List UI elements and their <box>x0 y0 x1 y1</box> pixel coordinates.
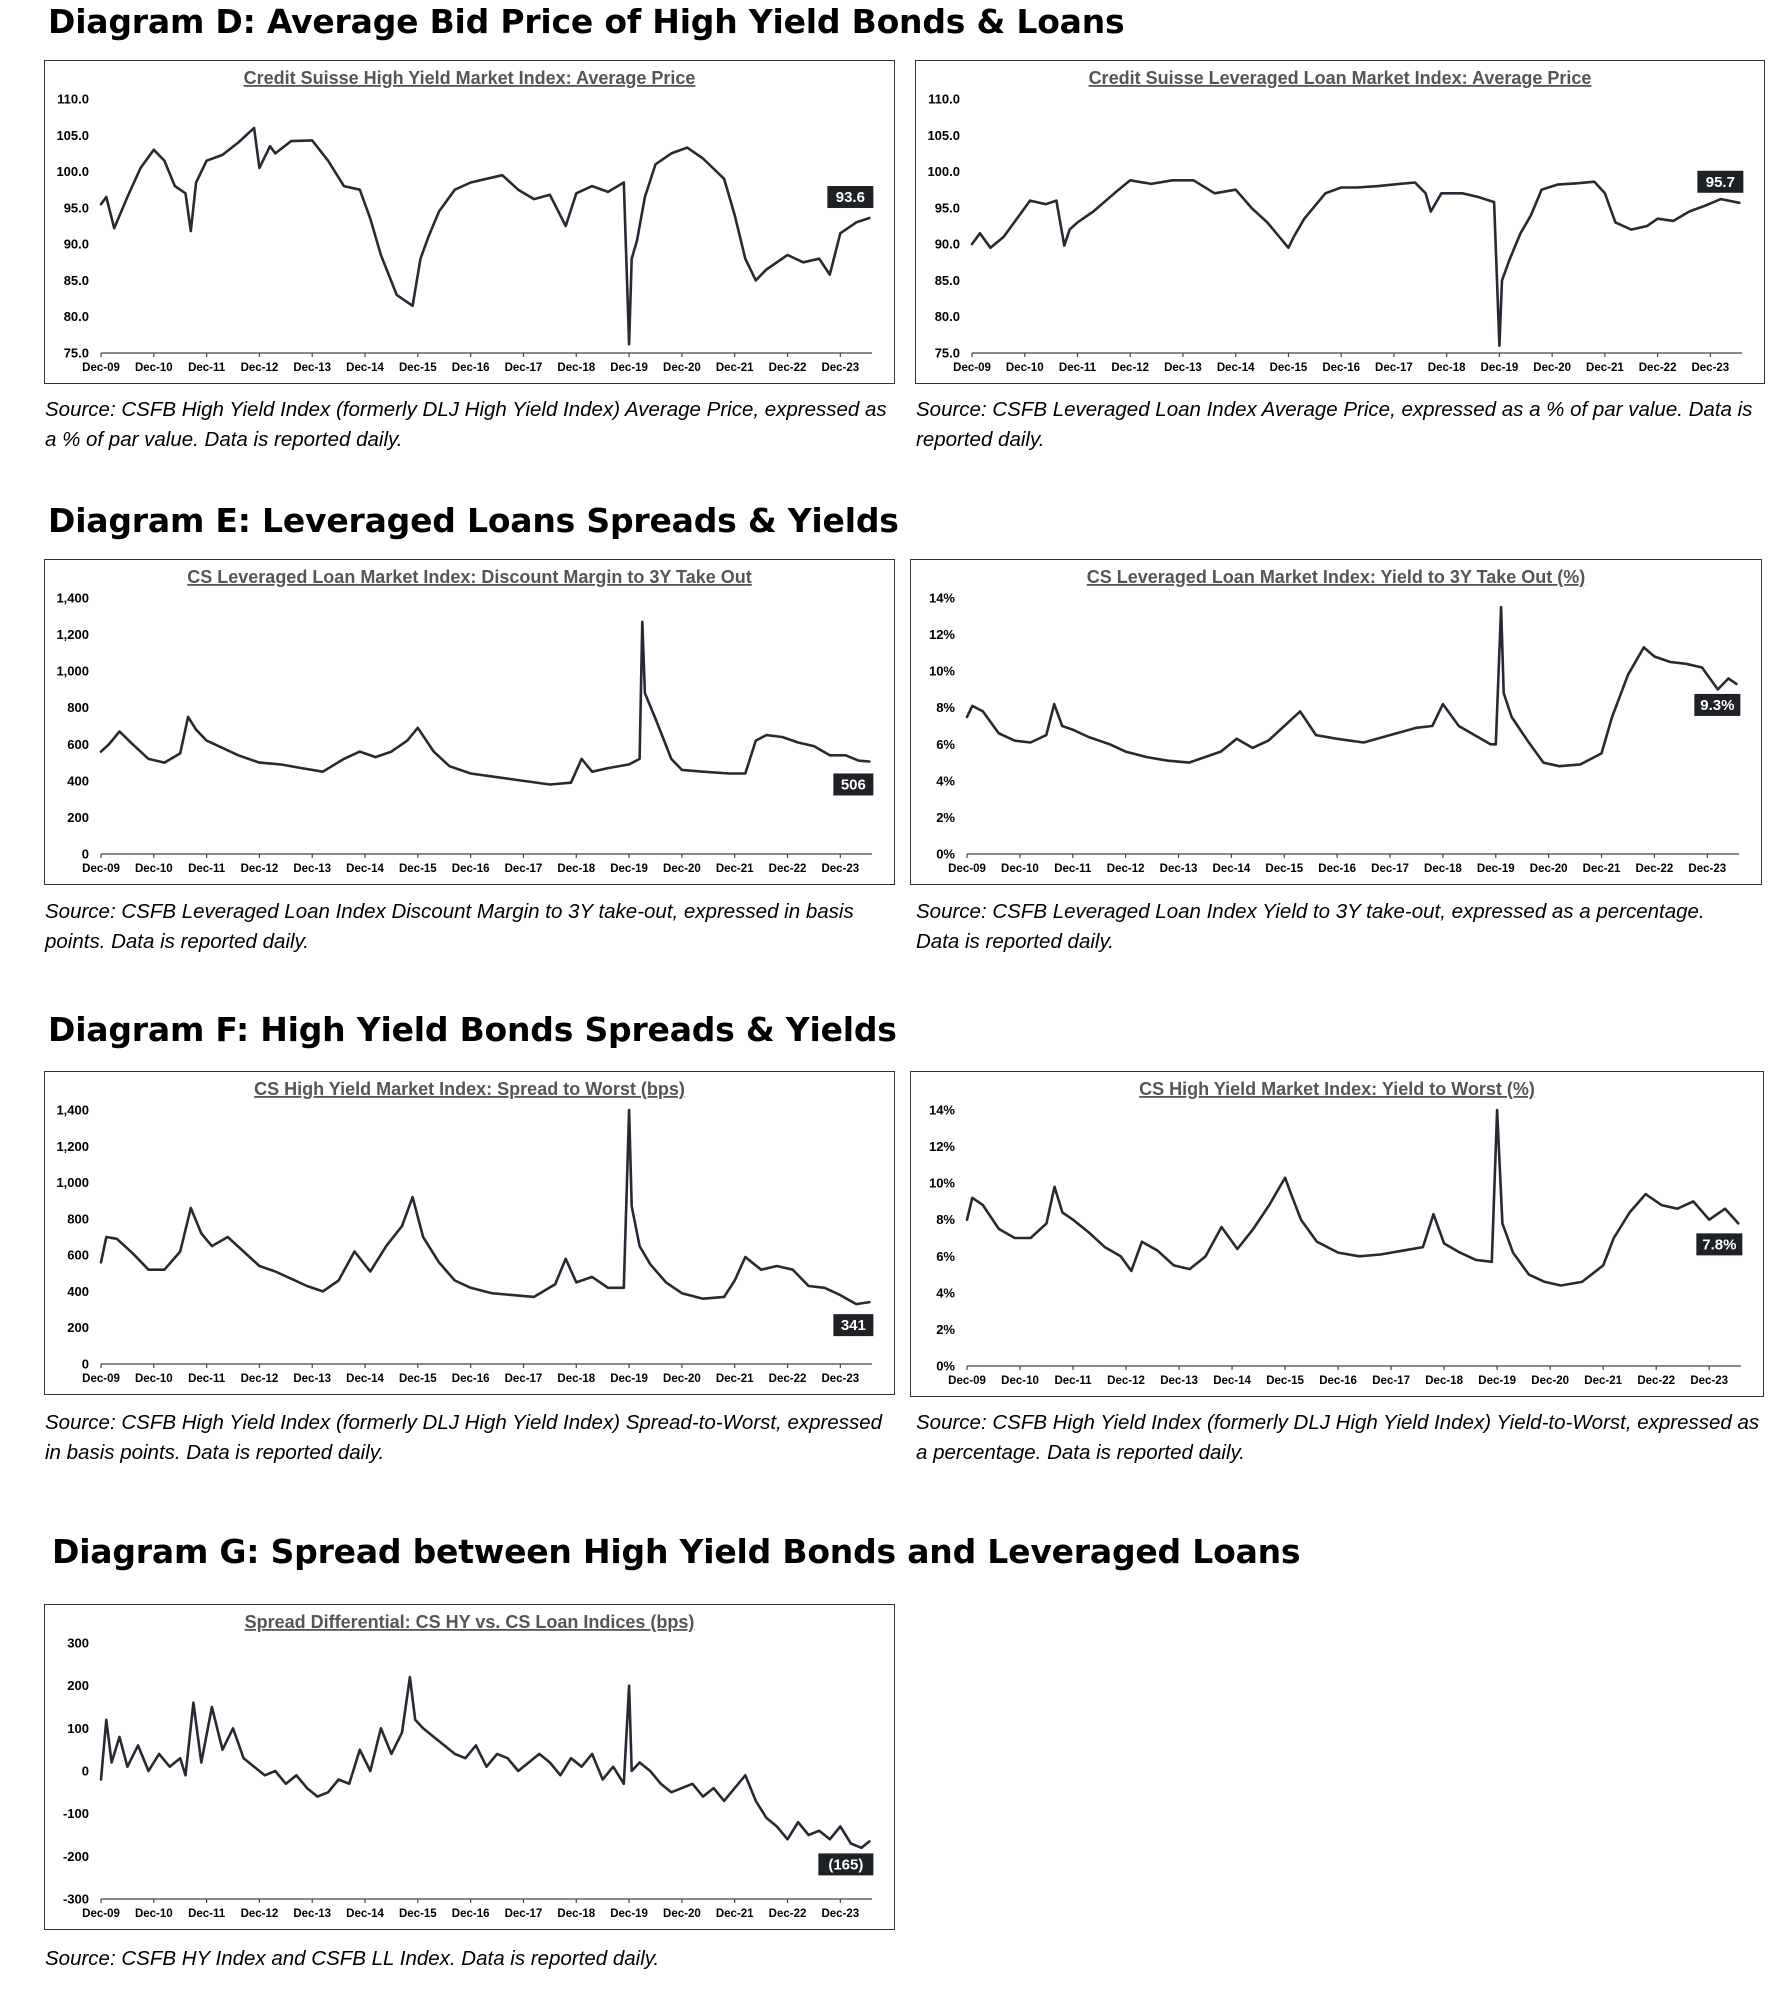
diagram-g-heading: Diagram G: Spread between High Yield Bonds and Leveraged Loans <box>52 1532 1301 1571</box>
chart-title: Credit Suisse High Yield Market Index: Average Price <box>243 68 696 88</box>
x-tick-label: Dec-15 <box>398 362 437 374</box>
x-tick-label: Dec-10 <box>1005 362 1044 374</box>
x-tick-label: Dec-13 <box>293 1373 332 1385</box>
y-tick-label: 95.0 <box>63 200 89 216</box>
callout-value: 9.3% <box>1700 696 1735 714</box>
y-tick-label: 200 <box>67 1320 89 1336</box>
x-tick-label: Dec-19 <box>610 863 648 875</box>
chart-title: CS High Yield Market Index: Yield to Worst (%) <box>1139 1079 1535 1099</box>
x-tick-label: Dec-13 <box>1164 362 1202 374</box>
y-tick-label: 90.0 <box>63 236 89 252</box>
x-tick-label: Dec-18 <box>1427 362 1466 374</box>
y-tick-label: 800 <box>67 700 89 716</box>
x-tick-label: Dec-13 <box>293 863 332 875</box>
y-tick-label: 200 <box>67 809 89 825</box>
x-tick-label: Dec-23 <box>821 1908 860 1920</box>
x-tick-label: Dec-10 <box>134 1373 173 1385</box>
x-tick-label: Dec-17 <box>504 1373 543 1385</box>
y-tick-label: 14% <box>928 590 955 606</box>
x-tick-label: Dec-14 <box>346 1908 384 1920</box>
x-tick-label: Dec-09 <box>948 1375 986 1387</box>
callout-value: (165) <box>828 1856 864 1874</box>
x-tick-label: Dec-16 <box>451 1373 490 1385</box>
y-tick-label: 1,200 <box>56 1138 89 1154</box>
y-tick-label: 1,400 <box>56 590 89 606</box>
chart-title: CS High Yield Market Index: Spread to Worst (bps) <box>254 1079 685 1099</box>
chart-svg <box>911 1072 1763 1396</box>
source-hy-yield-to-worst: Source: CSFB High Yield Index (formerly DLJ High Yield Index) Yield-to-Worst, expressed as a percentage. Data is reported daily. <box>916 1411 1760 1464</box>
x-tick-label: Dec-21 <box>715 1373 754 1385</box>
x-tick-label: Dec-16 <box>1319 1375 1357 1387</box>
x-tick-label: Dec-10 <box>1001 863 1039 875</box>
x-tick-label: Dec-11 <box>1054 863 1092 875</box>
x-tick-label: Dec-09 <box>82 362 120 374</box>
x-tick-label: Dec-09 <box>82 1908 120 1920</box>
x-tick-label: Dec-17 <box>1371 863 1409 875</box>
y-tick-label: 600 <box>67 1247 89 1263</box>
series-line <box>101 1110 869 1304</box>
x-tick-label: Dec-09 <box>953 362 991 374</box>
y-tick-label: 95.0 <box>934 200 960 216</box>
x-tick-label: Dec-22 <box>1637 1375 1676 1387</box>
x-tick-label: Dec-14 <box>346 362 384 374</box>
x-tick-label: Dec-14 <box>346 1373 384 1385</box>
x-tick-label: Dec-18 <box>557 1908 596 1920</box>
y-tick-label: 90.0 <box>934 236 960 252</box>
x-tick-label: Dec-12 <box>1107 1375 1145 1387</box>
y-tick-label: -300 <box>62 1891 89 1907</box>
y-tick-label: 100 <box>67 1720 89 1736</box>
series-line <box>101 1677 869 1848</box>
x-tick-label: Dec-10 <box>1001 1375 1039 1387</box>
callout-badge <box>833 1314 873 1336</box>
y-tick-label: 800 <box>67 1211 89 1227</box>
y-tick-label: 80.0 <box>934 309 960 325</box>
x-tick-label: Dec-23 <box>821 362 860 374</box>
x-tick-label: Dec-22 <box>1635 863 1674 875</box>
x-tick-label: Dec-11 <box>1058 362 1097 374</box>
x-tick-label: Dec-11 <box>188 362 226 374</box>
y-tick-label: 8% <box>936 1212 955 1228</box>
x-tick-label: Dec-18 <box>1425 1375 1463 1387</box>
x-tick-label: Dec-11 <box>188 1908 226 1920</box>
y-tick-label: 75.0 <box>934 345 960 361</box>
y-tick-label: 75.0 <box>63 345 89 361</box>
x-tick-label: Dec-21 <box>715 863 754 875</box>
series-line <box>967 607 1736 766</box>
x-tick-label: Dec-20 <box>663 1908 701 1920</box>
x-tick-label: Dec-14 <box>1212 863 1251 875</box>
chart-svg <box>45 61 894 383</box>
x-tick-label: Dec-17 <box>1372 1375 1410 1387</box>
x-tick-label: Dec-16 <box>451 362 490 374</box>
y-tick-label: 110.0 <box>928 91 960 107</box>
x-tick-label: Dec-22 <box>768 1373 807 1385</box>
y-tick-label: 4% <box>936 773 955 789</box>
x-tick-label: Dec-09 <box>82 1373 120 1385</box>
y-tick-label: 0% <box>936 1358 955 1374</box>
y-tick-label: 0 <box>81 1356 89 1372</box>
y-tick-label: -200 <box>62 1848 89 1864</box>
y-tick-label: 6% <box>936 736 955 752</box>
y-tick-label: 105.0 <box>56 127 89 143</box>
x-tick-label: Dec-19 <box>610 1908 648 1920</box>
x-tick-label: Dec-20 <box>1531 1375 1570 1387</box>
y-tick-label: 1,000 <box>56 1175 89 1191</box>
x-tick-label: Dec-11 <box>188 863 226 875</box>
y-tick-label: 12% <box>928 1139 955 1155</box>
chart-title: Spread Differential: CS HY vs. CS Loan Indices (bps) <box>244 1612 695 1632</box>
chart-spread-differential <box>44 1604 895 1930</box>
x-tick-label: Dec-10 <box>134 1908 173 1920</box>
chart-ll-average-price <box>915 60 1765 384</box>
x-tick-label: Dec-23 <box>1691 362 1730 374</box>
callout-value: 7.8% <box>1702 1236 1737 1254</box>
x-tick-label: Dec-14 <box>1213 1375 1251 1387</box>
x-tick-label: Dec-13 <box>1159 863 1198 875</box>
series-line <box>101 622 869 785</box>
x-tick-label: Dec-15 <box>398 1373 437 1385</box>
y-tick-label: 4% <box>936 1285 955 1301</box>
x-tick-label: Dec-19 <box>1478 1375 1516 1387</box>
x-tick-label: Dec-15 <box>1269 362 1308 374</box>
y-tick-label: 2% <box>936 1321 955 1337</box>
callout-badge <box>818 1853 873 1875</box>
x-tick-label: Dec-15 <box>1266 1375 1304 1387</box>
callout-value: 95.7 <box>1705 173 1735 191</box>
x-tick-label: Dec-16 <box>451 863 490 875</box>
x-tick-label: Dec-14 <box>346 863 384 875</box>
chart-title: Credit Suisse Leveraged Loan Market Index: Average Price <box>1088 68 1592 88</box>
y-tick-label: 400 <box>67 1283 89 1299</box>
x-tick-label: Dec-12 <box>1111 362 1150 374</box>
series-line <box>972 180 1739 345</box>
callout-value: 93.6 <box>835 189 865 207</box>
x-tick-label: Dec-11 <box>1054 1375 1092 1387</box>
x-tick-label: Dec-16 <box>451 1908 490 1920</box>
x-tick-label: Dec-10 <box>134 863 173 875</box>
x-tick-label: Dec-09 <box>82 863 120 875</box>
x-tick-label: Dec-23 <box>1688 863 1727 875</box>
x-tick-label: Dec-18 <box>557 863 596 875</box>
chart-svg <box>45 1072 894 1394</box>
x-tick-label: Dec-17 <box>504 362 543 374</box>
y-tick-label: 12% <box>928 627 955 643</box>
y-tick-label: 85.0 <box>934 272 960 288</box>
x-tick-label: Dec-15 <box>398 863 437 875</box>
source-hy-spread-to-worst: Source: CSFB High Yield Index (formerly DLJ High Yield Index) Spread-to-Worst, expressed in basis points. Data is reported daily. <box>45 1411 883 1464</box>
x-tick-label: Dec-22 <box>768 1908 807 1920</box>
y-tick-label: 300 <box>67 1635 89 1651</box>
y-tick-label: 0 <box>81 1763 89 1779</box>
x-tick-label: Dec-12 <box>1106 863 1145 875</box>
x-tick-label: Dec-20 <box>663 1373 701 1385</box>
x-tick-label: Dec-17 <box>504 1908 543 1920</box>
x-tick-label: Dec-16 <box>1318 863 1356 875</box>
x-tick-label: Dec-21 <box>1584 1375 1623 1387</box>
y-tick-label: 10% <box>928 663 955 679</box>
y-tick-label: 1,000 <box>56 663 89 679</box>
x-tick-label: Dec-23 <box>821 1373 860 1385</box>
series-line <box>101 128 869 344</box>
chart-title: CS Leveraged Loan Market Index: Yield to 3Y Take Out (%) <box>1086 567 1586 587</box>
x-tick-label: Dec-18 <box>557 1373 596 1385</box>
x-tick-label: Dec-21 <box>715 1908 754 1920</box>
x-tick-label: Dec-21 <box>1586 362 1624 374</box>
y-tick-label: 8% <box>936 700 955 716</box>
x-tick-label: Dec-20 <box>663 362 701 374</box>
x-tick-label: Dec-23 <box>1690 1375 1729 1387</box>
x-tick-label: Dec-12 <box>240 1373 279 1385</box>
y-tick-label: 105.0 <box>927 127 960 143</box>
y-tick-label: 10% <box>928 1175 955 1191</box>
chart-hy-spread-to-worst <box>44 1071 895 1395</box>
y-tick-label: 80.0 <box>63 309 89 325</box>
y-tick-label: 100.0 <box>56 164 89 180</box>
x-tick-label: Dec-13 <box>293 1908 332 1920</box>
chart-svg <box>45 560 894 884</box>
x-tick-label: Dec-19 <box>610 1373 648 1385</box>
source-hy-average-price: Source: CSFB High Yield Index (formerly DLJ High Yield Index) Average Price, expressed as a % of par value. Data is reported daily. <box>45 398 887 451</box>
callout-badge <box>1694 694 1740 716</box>
diagram-d-heading: Diagram D: Average Bid Price of High Yield Bonds & Loans <box>48 2 1125 41</box>
source-ll-average-price: Source: CSFB Leveraged Loan Index Average Price, expressed as a % of par value. Data is reported daily. <box>916 398 1753 451</box>
callout-badge <box>1696 1233 1742 1255</box>
y-tick-label: 110.0 <box>57 91 89 107</box>
x-tick-label: Dec-16 <box>1322 362 1361 374</box>
x-tick-label: Dec-21 <box>1582 863 1621 875</box>
x-tick-label: Dec-17 <box>1375 362 1413 374</box>
x-tick-label: Dec-18 <box>557 362 596 374</box>
chart-ll-yield-3y <box>910 559 1762 885</box>
source-spread-differential: Source: CSFB HY Index and CSFB LL Index. Data is reported daily. <box>45 1947 660 1970</box>
callout-badge <box>1697 171 1743 193</box>
y-tick-label: 0% <box>936 846 955 862</box>
chart-title: CS Leveraged Loan Market Index: Discount Margin to 3Y Take Out <box>187 567 752 587</box>
x-tick-label: Dec-11 <box>188 1373 226 1385</box>
chart-hy-yield-to-worst <box>910 1071 1764 1397</box>
x-tick-label: Dec-17 <box>504 863 543 875</box>
x-tick-label: Dec-20 <box>1533 362 1571 374</box>
x-tick-label: Dec-12 <box>240 863 279 875</box>
series-line <box>967 1110 1738 1286</box>
x-tick-label: Dec-18 <box>1424 863 1462 875</box>
diagram-f-heading: Diagram F: High Yield Bonds Spreads & Yields <box>48 1010 897 1049</box>
x-tick-label: Dec-15 <box>1265 863 1304 875</box>
chart-ll-discount-margin <box>44 559 895 885</box>
x-tick-label: Dec-20 <box>663 863 701 875</box>
callout-value: 341 <box>840 1317 866 1335</box>
callout-badge <box>833 773 873 795</box>
x-tick-label: Dec-22 <box>1638 362 1677 374</box>
x-tick-label: Dec-19 <box>1480 362 1519 374</box>
x-tick-label: Dec-23 <box>821 863 860 875</box>
y-tick-label: -100 <box>62 1806 89 1822</box>
chart-svg <box>911 560 1761 884</box>
x-tick-label: Dec-12 <box>240 1908 279 1920</box>
source-ll-discount-margin: Source: CSFB Leveraged Loan Index Discount Margin to 3Y take-out, expressed in basis points. Data is reported daily. <box>45 900 854 953</box>
x-tick-label: Dec-12 <box>240 362 279 374</box>
x-tick-label: Dec-22 <box>768 863 807 875</box>
x-tick-label: Dec-14 <box>1216 362 1255 374</box>
y-tick-label: 6% <box>936 1248 955 1264</box>
chart-svg <box>916 61 1764 383</box>
x-tick-label: Dec-13 <box>293 362 332 374</box>
x-tick-label: Dec-22 <box>768 362 807 374</box>
y-tick-label: 100.0 <box>927 164 960 180</box>
y-tick-label: 1,400 <box>56 1102 89 1118</box>
diagram-e-heading: Diagram E: Leveraged Loans Spreads & Yields <box>48 501 899 540</box>
x-tick-label: Dec-21 <box>715 362 754 374</box>
callout-badge <box>827 186 873 208</box>
y-tick-label: 0 <box>81 846 89 862</box>
source-ll-yield-3y: Source: CSFB Leveraged Loan Index Yield to 3Y take-out, expressed as a percentage. Data is reported daily. <box>916 900 1705 953</box>
chart-svg <box>45 1605 894 1929</box>
y-tick-label: 400 <box>67 773 89 789</box>
y-tick-label: 1,200 <box>56 627 89 643</box>
y-tick-label: 600 <box>67 736 89 752</box>
callout-value: 506 <box>840 776 866 794</box>
y-tick-label: 85.0 <box>63 272 89 288</box>
x-tick-label: Dec-20 <box>1529 863 1568 875</box>
y-tick-label: 200 <box>67 1678 89 1694</box>
x-tick-label: Dec-10 <box>134 362 173 374</box>
y-tick-label: 2% <box>936 809 955 825</box>
x-tick-label: Dec-13 <box>1160 1375 1198 1387</box>
x-tick-label: Dec-09 <box>948 863 986 875</box>
chart-hy-average-price <box>44 60 895 384</box>
y-tick-label: 14% <box>928 1102 955 1118</box>
x-tick-label: Dec-19 <box>610 362 648 374</box>
x-tick-label: Dec-15 <box>398 1908 437 1920</box>
x-tick-label: Dec-19 <box>1476 863 1515 875</box>
